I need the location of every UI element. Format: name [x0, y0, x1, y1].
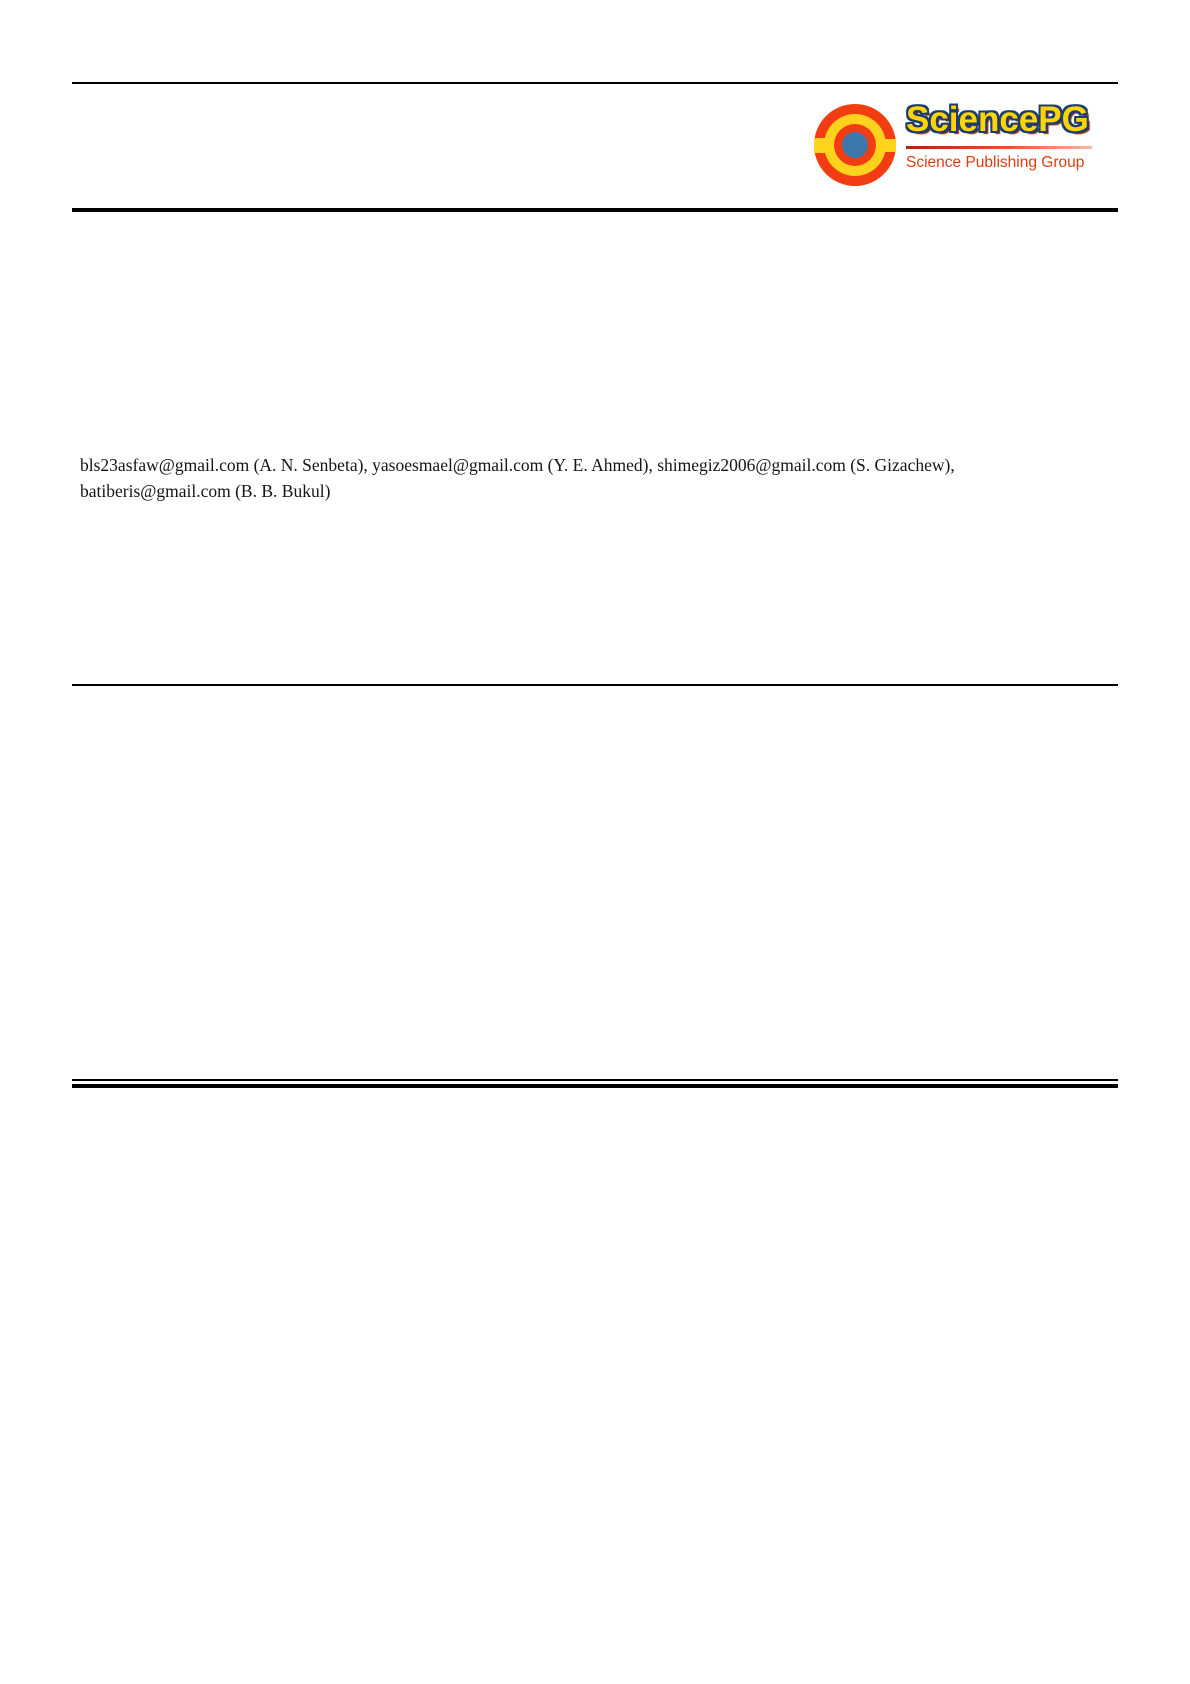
correspondence-emails	[80, 452, 1100, 504]
logo-tagline: Science Publishing Group	[906, 154, 1085, 171]
logo-center-dot-icon	[842, 132, 868, 158]
abstract-divider-thick-rule	[72, 1084, 1118, 1088]
correspondence-emails-line2: batiberis@gmail.com (B. B. Bukul)	[80, 481, 331, 501]
logo-text-block	[906, 100, 1100, 172]
sciencepg-logo	[814, 100, 1100, 184]
correspondence-emails-line1: bls23asfaw@gmail.com (A. N. Senbeta), yasoesmael@gmail.com (Y. E. Ahmed), shimegiz2006@gmail.com (S. Gizachew),	[80, 455, 955, 475]
logo-swirl-notch-right-icon	[884, 139, 896, 152]
logo-wordmark: SciencePG	[906, 100, 1089, 139]
sciencepg-logo-icon	[814, 104, 896, 186]
logo-gradient-divider	[906, 146, 1092, 149]
header-top-rule	[72, 82, 1118, 84]
header-bottom-rule	[72, 208, 1118, 212]
abstract-divider-thin-rule	[72, 1079, 1118, 1081]
section-divider-rule	[72, 684, 1118, 686]
logo-swirl-notch-left-icon	[814, 138, 828, 153]
